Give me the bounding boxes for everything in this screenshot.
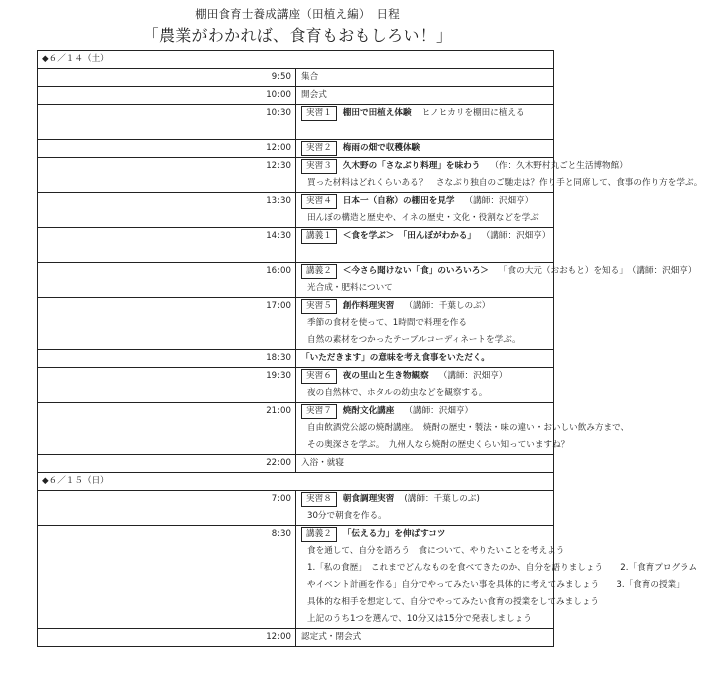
day-header-row xyxy=(38,473,554,491)
activity-detail-line xyxy=(301,560,698,577)
activity-cell xyxy=(296,491,554,526)
time-label: 12:00 xyxy=(266,632,291,642)
session-badge: 講義１ xyxy=(301,229,337,244)
activity-line xyxy=(301,403,553,420)
activity-line xyxy=(301,69,553,86)
activity-line xyxy=(301,368,553,385)
time-cell xyxy=(38,629,296,647)
activity-line xyxy=(301,526,553,543)
day-header xyxy=(38,473,554,491)
session-text: 買った材料はどれくらいある？ さなぶり独自のご馳走は？作り手と同席して、食事の作り方を学ぶ。 xyxy=(307,178,702,188)
time-cell xyxy=(38,491,296,526)
day-label: ◆６／１４（土） xyxy=(42,54,109,64)
schedule-row xyxy=(38,69,554,87)
day-header xyxy=(38,51,554,69)
time-cell xyxy=(38,455,296,473)
activity-line xyxy=(301,193,553,210)
session-badge: 講義２ xyxy=(301,264,337,279)
activity-line xyxy=(301,228,553,245)
time-cell xyxy=(38,403,296,455)
time-cell xyxy=(38,526,296,629)
time-cell xyxy=(38,69,296,87)
schedule-row xyxy=(38,87,554,105)
time-cell xyxy=(38,368,296,403)
session-text: その奥深さを学ぶ。 九州人なら焼酎の歴史くらい知っていますね？ xyxy=(307,440,570,450)
time-label: 10:30 xyxy=(266,108,291,118)
session-title: 棚田で田植え体験 xyxy=(342,108,412,118)
activity-line xyxy=(301,245,553,262)
time-label: 17:00 xyxy=(266,301,291,311)
time-label: 9:50 xyxy=(271,72,291,82)
activity-cell xyxy=(296,140,554,158)
activity-line xyxy=(301,122,553,139)
schedule-row xyxy=(38,140,554,158)
schedule-row xyxy=(38,455,554,473)
schedule-row xyxy=(38,368,554,403)
activity-cell xyxy=(296,298,554,350)
schedule-row xyxy=(38,629,554,647)
session-text: 田んぼの構造と歴史や、イネの歴史・文化・役割などを学ぶ xyxy=(307,213,539,223)
activity-cell xyxy=(296,629,554,647)
session-text: 30分で朝食を作る。 xyxy=(307,511,387,521)
session-title: 梅雨の畑で収穫体験 xyxy=(342,143,421,153)
session-title: 創作料理実習 xyxy=(342,301,395,311)
activity-detail-line xyxy=(301,437,570,454)
activity-line xyxy=(301,158,628,175)
session-badge: 実習８ xyxy=(301,492,337,507)
session-text: やイベント計画を作る」自分でやってみたい事を具体的に考えてみましょう 3.「食育の授業」 xyxy=(307,580,685,590)
time-cell xyxy=(38,298,296,350)
activity-cell xyxy=(296,158,702,193)
session-badge: 講義２ xyxy=(301,527,337,542)
session-badge: 実習７ xyxy=(301,404,337,419)
session-text: 自然の素材をつかったテーブルコーディネートを学ぶ。 xyxy=(307,335,521,345)
session-text: （講師：沢畑亨） xyxy=(438,371,508,381)
time-cell xyxy=(38,193,296,228)
activity-detail-line xyxy=(301,332,553,349)
session-text: 1.「私の食歴」 これまでどんなものを食べてきたのか、自分を語りましょう 2.「食育プログラム xyxy=(307,563,698,573)
activity-cell xyxy=(296,69,554,87)
session-text: （講師：沢畑亨） xyxy=(404,406,474,416)
session-text: 上記のうち1つを選んで、10分又は15分で発表しましょう xyxy=(307,614,532,624)
schedule-row xyxy=(38,158,554,193)
schedule-row xyxy=(38,228,554,263)
session-text: ヒノヒカリを棚田に植える xyxy=(421,108,525,118)
session-text: (講師：千葉しのぶ) xyxy=(404,494,480,504)
session-text: 自由飲酒党公認の焼酎講座。 焼酎の歴史・製法・味の違い・おいしい飲み方まで、 xyxy=(307,423,630,433)
schedule-row xyxy=(38,193,554,228)
day-header-row xyxy=(38,51,554,69)
activity-cell xyxy=(296,87,554,105)
day-label: ◆６／１５（日） xyxy=(42,476,109,486)
session-text: 集合 xyxy=(301,72,319,82)
activity-detail-line xyxy=(301,543,565,560)
activity-cell xyxy=(296,403,630,455)
session-text: （講師：沢畑亨） xyxy=(464,196,534,206)
page-title: 「農業がわかれば、食育もおもしろい！」 xyxy=(142,26,453,45)
session-badge: 実習５ xyxy=(301,299,337,314)
time-label: 8:30 xyxy=(271,529,291,539)
session-title: 「いただきます」の意味を考え食事をいただく。 xyxy=(301,353,490,363)
activity-detail-line xyxy=(301,385,553,402)
activity-cell xyxy=(296,105,554,140)
activity-line xyxy=(301,140,553,157)
activity-line xyxy=(301,105,553,122)
activity-line xyxy=(301,491,553,508)
session-text: 季節の食材を使って、1時間で料理を作る xyxy=(307,318,467,328)
time-label: 7:00 xyxy=(271,494,291,504)
session-text: 認定式・閉会式 xyxy=(301,632,362,642)
activity-detail-line xyxy=(301,611,553,628)
time-label: 16:00 xyxy=(266,266,291,276)
session-badge: 実習２ xyxy=(301,141,337,156)
time-cell xyxy=(38,263,296,298)
time-label: 18:30 xyxy=(266,353,291,363)
activity-cell xyxy=(296,368,554,403)
session-text: （講師：沢畑亨） xyxy=(486,231,551,241)
time-label: 21:00 xyxy=(266,406,291,416)
activity-cell xyxy=(296,228,554,263)
time-cell xyxy=(38,228,296,263)
time-cell xyxy=(38,158,296,193)
session-badge: 実習１ xyxy=(301,106,337,121)
activity-line xyxy=(301,350,553,367)
activity-cell xyxy=(296,526,698,629)
schedule-row xyxy=(38,350,554,368)
session-title: 「伝える力」を伸ばすコツ xyxy=(342,529,446,539)
session-badge: 実習３ xyxy=(301,159,337,174)
session-text: 入浴・就寝 xyxy=(301,458,344,468)
page-subtitle: 棚田食育士養成講座（田植え編） 日程 xyxy=(195,7,400,21)
activity-cell xyxy=(296,263,697,298)
activity-line xyxy=(301,87,553,104)
time-label: 12:30 xyxy=(266,161,291,171)
schedule-row xyxy=(38,105,554,140)
activity-line xyxy=(301,455,553,472)
session-text: 食を通して、自分を語ろう 食について、やりたいことを考えよう xyxy=(307,546,565,556)
activity-detail-line xyxy=(301,420,630,437)
schedule-table xyxy=(37,50,702,647)
session-title: ＜食を学ぶ＞ 「田んぼがわかる」 xyxy=(342,231,476,241)
time-cell xyxy=(38,87,296,105)
session-title: ＜今さら聞けない「食」のいろいろ＞ xyxy=(342,266,489,276)
session-title: 久木野の「さなぶり料理」を味わう xyxy=(342,161,481,171)
session-title: 日本一（自称）の棚田を見学 xyxy=(342,196,455,206)
schedule-row xyxy=(38,263,554,298)
activity-detail-line xyxy=(301,315,553,332)
time-label: 10:00 xyxy=(266,90,291,100)
time-cell xyxy=(38,140,296,158)
session-text: 「食の大元（おおもと）を知る」 （講師：沢畑亨） xyxy=(498,266,697,276)
activity-detail-line xyxy=(301,280,553,297)
session-text: 開会式 xyxy=(301,90,327,100)
time-label: 14:30 xyxy=(266,231,291,241)
time-label: 13:30 xyxy=(266,196,291,206)
schedule-row xyxy=(38,491,554,526)
session-title: 夜の里山と生き物観察 xyxy=(342,371,429,381)
activity-cell xyxy=(296,350,554,368)
activity-line xyxy=(301,263,697,280)
activity-line xyxy=(301,629,553,646)
session-title: 朝食調理実習 xyxy=(342,494,395,504)
activity-cell xyxy=(296,193,554,228)
session-text: （講師：千葉しのぶ） xyxy=(404,301,491,311)
activity-detail-line xyxy=(301,508,553,525)
activity-detail-line xyxy=(301,594,600,611)
activity-line xyxy=(301,298,553,315)
session-text: 具体的な相手を想定して、自分でやってみたい食育の授業をしてみましょう xyxy=(307,597,600,607)
schedule-row xyxy=(38,298,554,350)
activity-cell xyxy=(296,455,554,473)
activity-detail-line xyxy=(301,175,702,192)
time-cell xyxy=(38,350,296,368)
session-text: 光合成・肥料について xyxy=(307,283,393,293)
time-cell xyxy=(38,105,296,140)
schedule-row xyxy=(38,526,554,629)
time-label: 22:00 xyxy=(266,458,291,468)
activity-detail-line xyxy=(301,577,685,594)
time-label: 19:30 xyxy=(266,371,291,381)
activity-detail-line xyxy=(301,210,553,227)
schedule-row xyxy=(38,403,554,455)
session-badge: 実習６ xyxy=(301,369,337,384)
time-label: 12:00 xyxy=(266,143,291,153)
session-text: （作：久木野村丸ごと生活博物館） xyxy=(490,161,628,171)
session-text: 夜の自然林で、ホタルの幼虫などを観察する。 xyxy=(307,388,488,398)
session-title: 焼酎文化講座 xyxy=(342,406,395,416)
session-badge: 実習４ xyxy=(301,194,337,209)
